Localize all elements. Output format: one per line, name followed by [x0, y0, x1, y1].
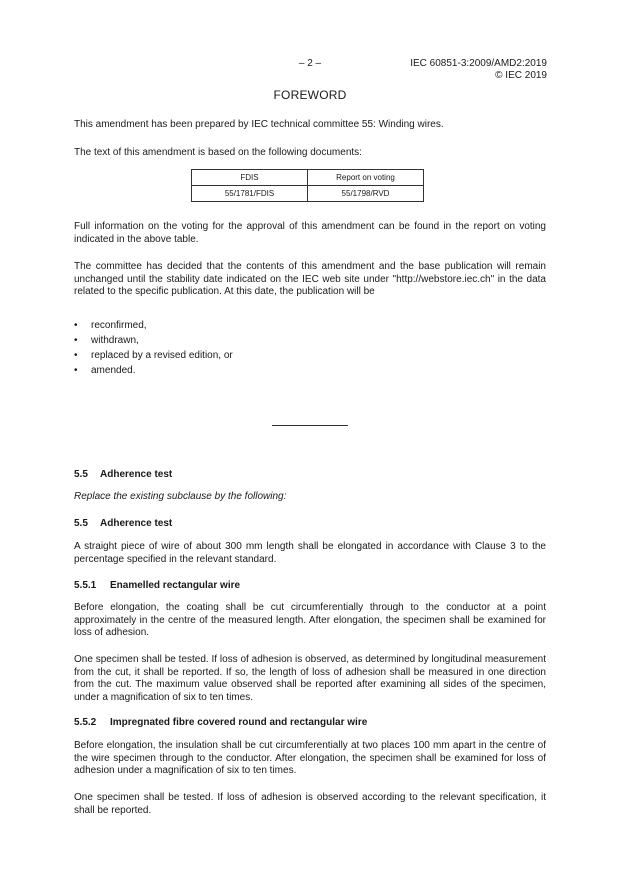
bullet-icon: •: [74, 335, 78, 346]
enamelled-para-1: Before elongation, the coating shall be cut circumferentially through to the conductor at a point approximately in the centre of the measured length. After elongation, the specimen shall be examined for loss of adhesion.: [74, 602, 546, 638]
section-divider: [272, 425, 348, 426]
list-item-text: amended.: [91, 365, 136, 376]
bullet-icon: •: [74, 320, 78, 331]
heading-number: 5.5: [74, 518, 88, 529]
heading-title: Impregnated fibre covered round and rectangular wire: [110, 717, 368, 728]
impregnated-para-1: Before elongation, the insulation shall be cut circumferentially at two places 100 mm apart in the centre of the wire specimen through to the conductor. After elongation, the specimen shall be examined for loss of adhesion under a magnification of six to ten times.: [74, 740, 546, 776]
copyright-notice: © IEC 2019: [495, 70, 547, 81]
heading-5-5: [74, 469, 172, 482]
list-item-text: withdrawn,: [91, 335, 139, 346]
table-header-row: [192, 170, 424, 186]
heading-5-5-1: [74, 580, 240, 593]
heading-5-5-2: [74, 717, 367, 730]
heading-5-5-new: [74, 518, 172, 531]
heading-number: 5.5.1: [74, 580, 97, 591]
enamelled-para-2: One specimen shall be tested. If loss of adhesion is observed, as determined by longitudinal measurement from the cut, it shall be reported. If so, the length of loss of adhesion shall be measured in one direction from the cut. The maximum value observed shall be reported after examining all sides of the specimen, under a magnification of six to ten times.: [74, 654, 546, 703]
standard-reference: [410, 58, 547, 82]
list-item: [74, 333, 233, 348]
foreword-title: FOREWORD: [273, 88, 347, 102]
heading-number: 5.5: [74, 469, 88, 480]
replace-instruction: Replace the existing subclause by the following:: [74, 491, 287, 502]
list-item-text: reconfirmed,: [91, 320, 147, 331]
publication-status-list: [74, 318, 233, 378]
voting-documents-table: [191, 169, 424, 202]
bullet-icon: •: [74, 365, 78, 376]
bullet-icon: •: [74, 350, 78, 361]
voting-info-paragraph: Full information on the voting for the approval of this amendment can be found in the report on voting indicated in the above table.: [74, 221, 546, 245]
foreword-intro: This amendment has been prepared by IEC technical committee 55: Winding wires.: [74, 119, 444, 130]
table-row: [192, 186, 424, 202]
list-item-text: replaced by a revised edition, or: [91, 350, 233, 361]
heading-title: Enamelled rectangular wire: [110, 580, 241, 591]
list-item: [74, 318, 233, 333]
foreword-based-on: The text of this amendment is based on the following documents:: [74, 147, 362, 158]
standard-number: IEC 60851-3:2009/AMD2:2019: [410, 58, 547, 69]
page-number: – 2 –: [298, 58, 322, 69]
heading-title: Adherence test: [100, 469, 173, 480]
heading-title: Adherence test: [100, 518, 173, 529]
impregnated-para-2: One specimen shall be tested. If loss of adhesion is observed according to the relevant specification, it shall be reported.: [74, 792, 546, 816]
heading-number: 5.5.2: [74, 717, 97, 728]
table-cell-fdis: 55/1781/FDIS: [192, 186, 308, 202]
stability-paragraph: The committee has decided that the contents of this amendment and the base publication will remain unchanged until the stability date indicated on the IEC web site under "http://webstore.iec.ch" in the data related to the specific publication. At this date, the publication will be: [74, 261, 546, 297]
list-item: [74, 348, 233, 363]
table-cell-rvd: 55/1798/RVD: [308, 186, 424, 202]
table-header-fdis: FDIS: [192, 170, 308, 186]
adherence-body: A straight piece of wire of about 300 mm length shall be elongated in accordance with Clause 3 to the percentage specified in the relevant standard.: [74, 541, 546, 565]
table-header-report: Report on voting: [308, 170, 424, 186]
list-item: [74, 363, 233, 378]
